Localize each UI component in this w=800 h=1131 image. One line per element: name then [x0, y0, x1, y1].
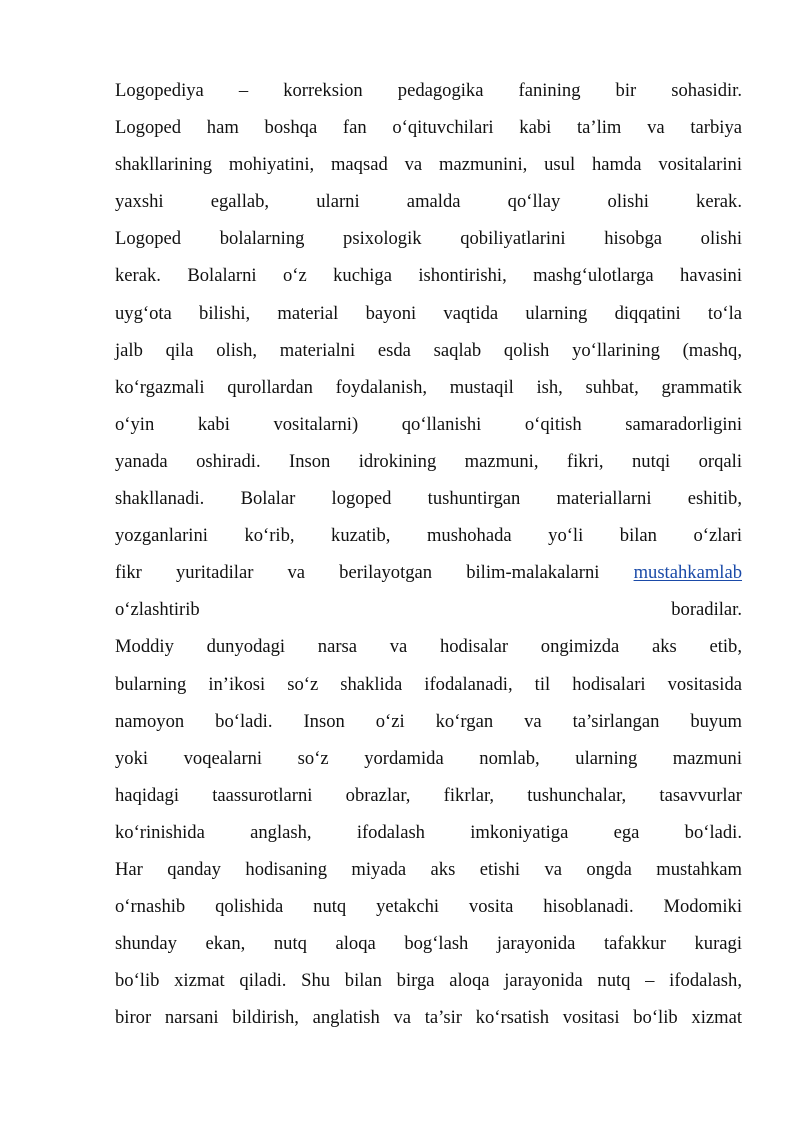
text-line: bo‘lib xizmat qiladi. Shu bilan birga aloqa jarayonida nutq – ifodalash, — [115, 970, 742, 992]
text-line: shunday ekan, nutq aloqa bog‘lash jarayonida tafakkur kuragi — [115, 933, 742, 955]
text-line: Har qanday hodisaning miyada aks etishi va ongda mustahkam — [115, 858, 742, 880]
text-line-with-link — [115, 554, 742, 591]
text-line: yoki voqealarni so‘z yordamida nomlab, ularning mazmuni — [115, 747, 742, 769]
text-line: Logoped ham boshqa fan o‘qituvchilari kabi ta’lim va tarbiya — [115, 117, 742, 139]
text-line: uyg‘ota bilishi, material bayoni vaqtida ularning diqqatini to‘la — [115, 302, 742, 324]
text-line: Logopediya – korreksion pedagogika fanining bir sohasidir. — [115, 80, 742, 101]
text-line: biror narsani bildirish, anglatish va ta’sir ko‘rsatish vositasi bo‘lib xizmat — [115, 1007, 742, 1029]
text-line: haqidagi taassurotlarni obrazlar, fikrlar, tushunchalar, tasavvurlar — [115, 784, 742, 806]
text-line: yozganlarini ko‘rib, kuzatib, mushohada yo‘li bilan o‘zlari — [115, 525, 742, 547]
text-segment: fikr yuritadilar va berilayotgan bilim-malakalarni — [115, 562, 600, 584]
text-line: shakllanadi. Bolalar logoped tushuntirgan materiallarni eshitib, — [115, 488, 742, 510]
document-body — [115, 72, 742, 1036]
text-line: jalb qila olish, materialni esda saqlab qolish yo‘llarining (mashq, — [115, 339, 742, 361]
text-line: ko‘rinishida anglash, ifodalash imkoniyatiga ega bo‘ladi. — [115, 821, 742, 843]
text-line: yanada oshiradi. Inson idrokining mazmuni, fikri, nutqi orqali — [115, 450, 742, 472]
text-line: Logoped bolalarning psixologik qobiliyatlarini hisobga olishi — [115, 228, 742, 250]
text-line: o‘yin kabi vositalarni) qo‘llanishi o‘qitish samaradorligini — [115, 413, 742, 435]
text-line: Moddiy dunyodagi narsa va hodisalar ongimizda aks etib, — [115, 636, 742, 658]
text-line: o‘rnashib qolishida nutq yetakchi vosita hisoblanadi. Modomiki — [115, 896, 742, 918]
text-line: ko‘rgazmali qurollardan foydalanish, mustaqil ish, suhbat, grammatik — [115, 376, 742, 398]
mustahkamlab-link[interactable]: mustahkamlab — [633, 562, 743, 584]
text-line: yaxshi egallab, ularni amalda qo‘llay olishi kerak. — [115, 191, 742, 213]
text-line: bularning in’ikosi so‘z shaklida ifodalanadi, til hodisalari vositasida — [115, 673, 742, 695]
text-line: o‘zlashtirib boradilar. — [115, 599, 742, 621]
text-line: shakllarining mohiyatini, maqsad va mazmunini, usul hamda vositalarini — [115, 154, 742, 176]
text-line: namoyon bo‘ladi. Inson o‘zi ko‘rgan va ta’sirlangan buyum — [115, 710, 742, 732]
text-line: kerak. Bolalarni o‘z kuchiga ishontirishi, mashg‘ulotlarga havasini — [115, 265, 742, 287]
